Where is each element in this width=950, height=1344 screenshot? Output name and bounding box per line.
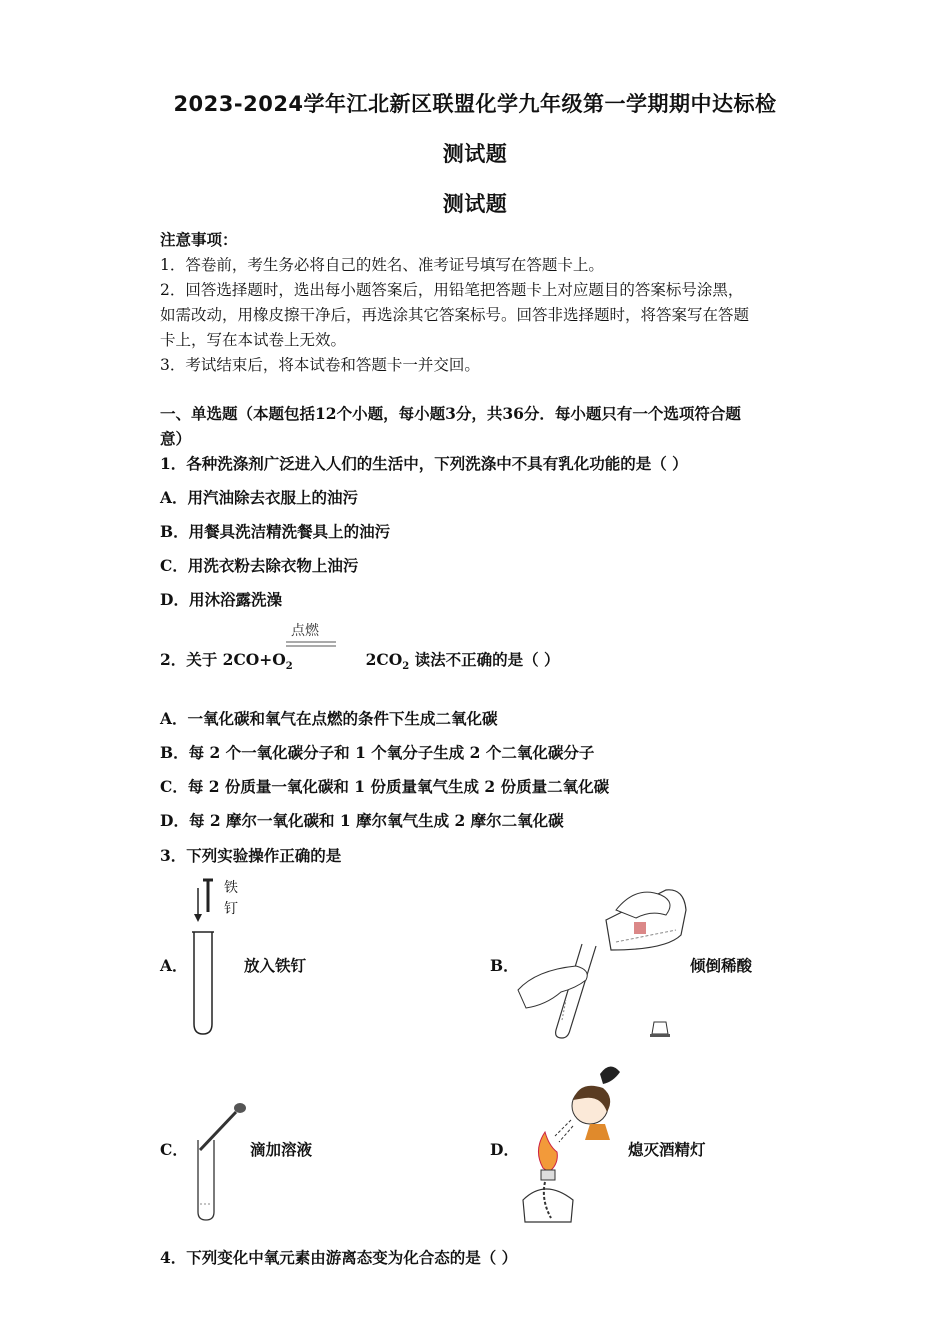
- notice-item-2c: 卡上，写在本试卷上无效。: [160, 331, 347, 349]
- section-heading: 一、单选题（本题包括12个小题，每小题3分，共36分．每小题只有一个选项符合题: [160, 404, 741, 423]
- question-3-option-d-label: D．: [490, 1140, 519, 1159]
- pouring-acid-illustration: [516, 880, 688, 1040]
- page-title: 2023-2024学年江北新区联盟化学九年级第一学期期中达标检: [173, 92, 777, 116]
- notice-item-2b: 如需改动，用橡皮擦干净后，再选涂其它答案标号。回答非选择题时，将答案写在答题: [160, 306, 750, 324]
- page-subtitle: 测试题: [442, 192, 508, 216]
- question-2-option-c: C．每 2 份质量一氧化碳和 1 份质量氧气生成 2 份质量二氧化碳: [160, 777, 610, 796]
- question-1-option-d: D．用沐浴露洗澡: [160, 590, 282, 609]
- dropper-illustration: [186, 1100, 256, 1224]
- question-4-stem: 4．下列变化中氧元素由游离态变为化合态的是（ ）: [160, 1248, 518, 1267]
- notice-item-3: 3．考试结束后，将本试卷和答题卡一并交回。: [160, 356, 480, 374]
- question-1-option-c: C．用洗衣粉去除衣物上油污: [160, 556, 359, 575]
- equation-reactants: 2．关于 2CO+O: [160, 650, 286, 669]
- nail-label-char2: 钉: [224, 901, 238, 917]
- question-3-stem: 3．下列实验操作正确的是: [160, 846, 342, 865]
- section-heading-cont: 意）: [160, 429, 192, 448]
- question-2-option-d: D．每 2 摩尔一氧化碳和 1 摩尔氧气生成 2 摩尔二氧化碳: [160, 811, 564, 830]
- o2-subscript: 2: [285, 661, 293, 673]
- question-3-option-c-label: C．: [160, 1140, 188, 1159]
- test-tube-nail-illustration: [190, 876, 250, 1038]
- co2-subscript: 2: [402, 661, 410, 673]
- question-3-option-b-text: 倾倒稀酸: [690, 956, 753, 975]
- question-1-stem: 1．各种洗涤剂广泛进入人们的生活中，下列洗涤中不具有乳化功能的是（ ）: [160, 454, 688, 473]
- question-1-option-b: B．用餐具洗洁精洗餐具上的油污: [160, 522, 391, 541]
- notice-item-1: 1．答卷前，考生务必将自己的姓名、准考证号填写在答题卡上。: [160, 256, 604, 274]
- reaction-condition: 点燃: [291, 623, 319, 639]
- question-1-option-a: A．用汽油除去衣服上的油污: [160, 488, 359, 507]
- equals-sign-arrow: [286, 640, 338, 648]
- question-2-stem: [160, 648, 559, 672]
- question-2-option-a: A．一氧化碳和氧气在点燃的条件下生成二氧化碳: [160, 709, 498, 728]
- question-3-option-d-text: 熄灭酒精灯: [628, 1140, 706, 1159]
- equation-product: 2CO: [365, 650, 403, 669]
- nail-label-char1: 铁: [224, 880, 238, 896]
- notice-item-2a: 2．回答选择题时，选出每小题答案后，用铅笔把答题卡上对应题目的答案标号涂黑，: [160, 281, 744, 299]
- page-title-line2: 测试题: [442, 142, 508, 166]
- question-3-option-a-label: A．: [160, 956, 188, 975]
- question-2-option-b: B．每 2 个一氧化碳分子和 1 个氧分子生成 2 个二氧化碳分子: [160, 743, 595, 762]
- question-3-option-b-label: B．: [490, 956, 519, 975]
- alcohol-lamp-illustration: [515, 1060, 627, 1228]
- question-2-stem-suffix: 读法不正确的是（ ）: [409, 650, 560, 669]
- notice-heading: 注意事项：: [160, 230, 238, 249]
- question-3-option-a-text: 放入铁钉: [244, 956, 307, 975]
- question-3-option-c-text: 滴加溶液: [250, 1140, 313, 1159]
